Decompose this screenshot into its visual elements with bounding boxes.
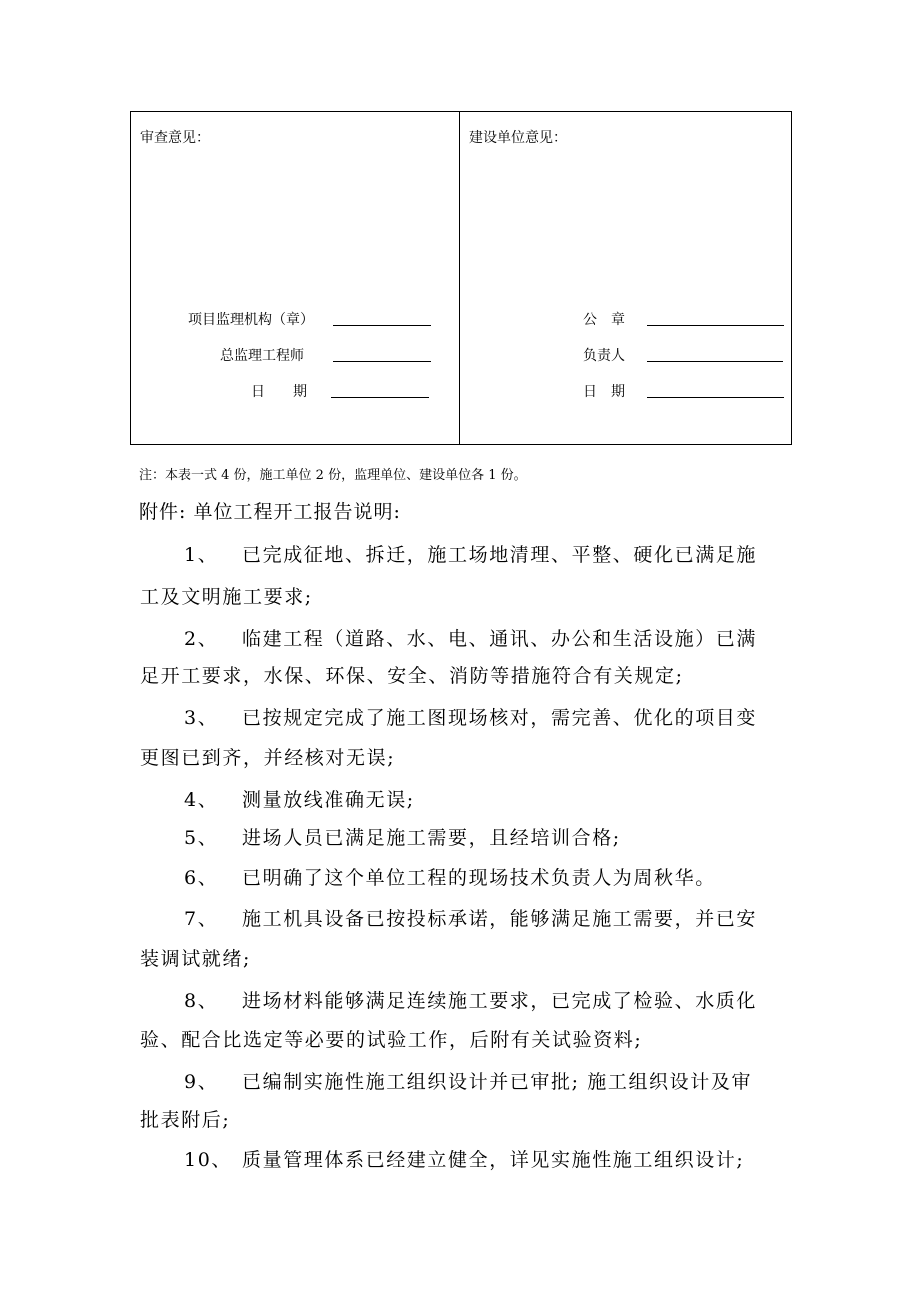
list-item — [140, 986, 757, 1013]
item-text-continued: 验、配合比选定等必要的试验工作，后附有关试验资料; — [140, 1029, 643, 1051]
list-item — [140, 904, 757, 931]
chief-engineer-line[interactable] — [333, 361, 431, 362]
supervision-org-seal-line[interactable] — [333, 325, 431, 326]
item-number: 10、 — [184, 1149, 232, 1171]
form-note: 注：本表一式 4 份，施工单位 2 份，监理单位、建设单位各 1 份。 — [139, 468, 527, 483]
item-text: 临建工程（道路、水、电、通讯、办公和生活设施）已满 — [242, 628, 758, 650]
item-number: 3、 — [184, 707, 219, 729]
column-divider — [459, 112, 460, 444]
right-date-line[interactable] — [647, 397, 784, 398]
official-seal-line[interactable] — [647, 325, 784, 326]
item-text: 进场材料能够满足连续施工要求，已完成了检验、水质化 — [242, 990, 758, 1012]
responsible-person-line[interactable] — [647, 361, 783, 362]
review-opinion-heading: 审查意见： — [140, 130, 210, 146]
item-text: 已编制实施性施工组织设计并已审批; 施工组织设计及审 — [242, 1071, 753, 1093]
item-number: 9、 — [184, 1071, 219, 1093]
official-seal-label: 公 章 — [583, 312, 625, 328]
supervision-org-seal-label: 项目监理机构（章） — [188, 312, 314, 328]
item-text: 已完成征地、拆迁，施工场地清理、平整、硬化已满足施 — [242, 544, 758, 566]
list-item — [140, 823, 621, 850]
list-item — [140, 1067, 752, 1094]
item-text: 进场人员已满足施工需要，且经培训合格; — [242, 827, 621, 849]
responsible-person-label: 负责人 — [583, 348, 625, 364]
item-number: 4、 — [184, 789, 219, 811]
approval-form-table — [130, 111, 792, 445]
owner-opinion-heading: 建设单位意见： — [469, 130, 567, 146]
item-text-continued: 更图已到齐，并经核对无误; — [140, 747, 396, 769]
item-text: 测量放线准确无误; — [242, 789, 415, 811]
item-text-continued: 足开工要求，水保、环保、安全、消防等措施符合有关规定; — [140, 665, 684, 687]
item-number: 7、 — [184, 908, 219, 930]
item-text: 已按规定完成了施工图现场核对，需完善、优化的项目变 — [242, 707, 758, 729]
list-item — [140, 540, 757, 567]
item-text-continued: 批表附后; — [140, 1109, 231, 1131]
item-text: 施工机具设备已按投标承诺，能够满足施工需要，并已安 — [242, 908, 758, 930]
list-item — [140, 1145, 744, 1172]
item-number: 5、 — [184, 827, 219, 849]
chief-engineer-label: 总监理工程师 — [220, 348, 304, 364]
item-number: 8、 — [184, 990, 219, 1012]
item-number: 1、 — [184, 544, 219, 566]
item-text: 已明确了这个单位工程的现场技术负责人为周秋华。 — [242, 867, 716, 889]
list-item — [140, 863, 716, 890]
left-date-line[interactable] — [331, 397, 429, 398]
item-text-continued: 装调试就绪; — [140, 948, 252, 970]
item-text: 质量管理体系已经建立健全，详见实施性施工组织设计; — [242, 1149, 745, 1171]
attachment-title: 附件: 单位工程开工报告说明: — [139, 501, 401, 523]
list-item — [140, 624, 757, 651]
right-date-label: 日 期 — [583, 384, 625, 400]
item-number: 2、 — [184, 628, 219, 650]
item-text-continued: 工及文明施工要求; — [140, 586, 313, 608]
item-number: 6、 — [184, 867, 219, 889]
list-item — [140, 785, 415, 812]
left-date-label: 日 期 — [251, 384, 307, 400]
list-item — [140, 703, 757, 730]
